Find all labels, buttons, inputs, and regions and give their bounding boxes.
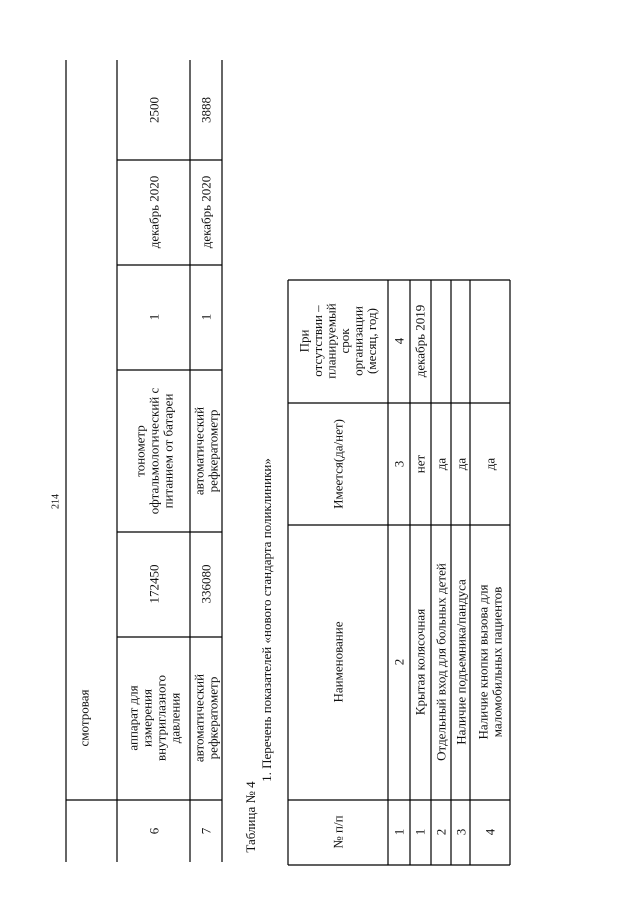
equipment-amount: 3888: [198, 97, 214, 123]
indicator-num: 1: [412, 828, 428, 836]
equipment-num: 7: [198, 827, 214, 835]
header-num: № п/п: [330, 815, 346, 849]
header-available: Имеется(да/нет): [330, 419, 346, 509]
table4-title: Таблица № 4: [242, 781, 258, 853]
indicator-name: Отдельный вход для больных детей: [433, 563, 449, 761]
col-number: 3: [391, 460, 407, 468]
indicator-available: нет: [412, 454, 428, 474]
header-planned: Приотсутствии –планируемыйсрокорганизации(месяц, год): [296, 303, 380, 379]
equipment-date: декабрь 2020: [198, 175, 214, 249]
equipment-amount: 2500: [146, 97, 162, 123]
col-number: 2: [391, 658, 407, 666]
equipment-name: аппарат дляизмерениявнутриглазногодавления: [125, 675, 183, 761]
equipment-device: автоматическийрефкератометр: [191, 406, 221, 496]
equipment-device: тонометрофтальмологический спитанием от батареи: [132, 387, 176, 515]
equipment-qty: 1: [146, 313, 162, 321]
indicator-available: да: [482, 457, 498, 471]
col-number: 1: [391, 828, 407, 836]
equipment-price: 172450: [146, 564, 162, 604]
indicator-planned: декабрь 2019: [412, 304, 428, 378]
equipment-name: смотровая: [76, 689, 92, 747]
equipment-date: декабрь 2020: [146, 175, 162, 249]
equipment-num: 6: [146, 827, 162, 835]
equipment-qty: 1: [198, 313, 214, 321]
indicator-num: 2: [433, 828, 449, 836]
equipment-name: автоматическийрефкератометр: [191, 673, 221, 763]
indicator-num: 4: [482, 828, 498, 836]
indicator-available: да: [433, 457, 449, 471]
indicator-name: Наличие кнопки вызова длямаломобильных пациентов: [475, 584, 505, 740]
indicator-name: Крытая колясочная: [412, 608, 428, 716]
table4-subtitle: 1. Перечень показателей «нового стандарта поликлиники»: [258, 458, 274, 782]
equipment-price: 336080: [198, 564, 214, 604]
col-number: 4: [391, 337, 407, 345]
header-name: Наименование: [330, 621, 346, 703]
indicator-name: Наличие подъемника/пандуса: [453, 579, 469, 745]
indicator-available: да: [453, 457, 469, 471]
indicator-num: 3: [453, 828, 469, 836]
page-number: 214: [50, 494, 62, 509]
